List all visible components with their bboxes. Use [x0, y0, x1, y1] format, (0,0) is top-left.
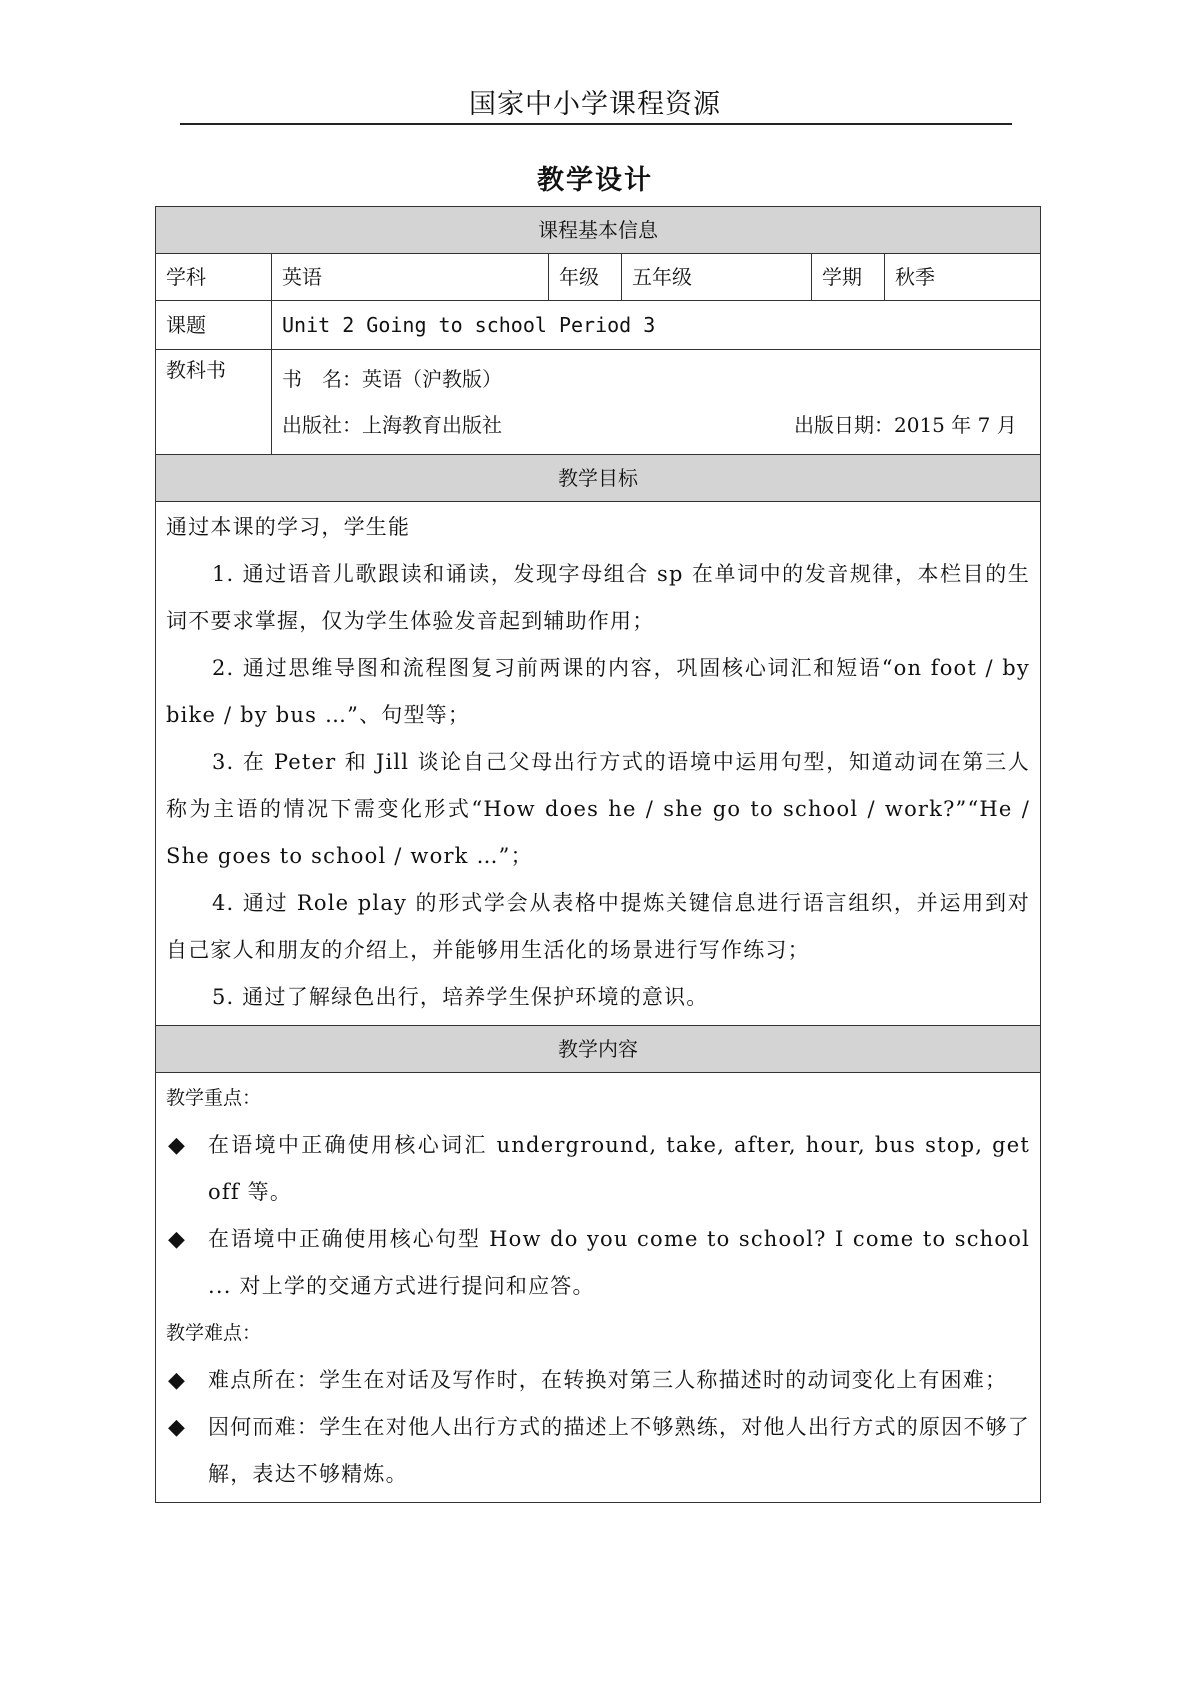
objectives-intro: 通过本课的学习，学生能	[166, 515, 411, 539]
textbook-label: 教科书	[156, 350, 272, 455]
objectives-body	[156, 502, 1041, 1026]
term-value: 秋季	[885, 254, 1041, 301]
publisher-row	[282, 402, 1030, 448]
subject-value: 英语	[272, 254, 549, 301]
lesson-design-table	[155, 206, 1041, 1503]
topic-value: Unit 2 Going to school Period 3	[272, 301, 1041, 350]
objective-item: 1. 通过语音儿歌跟读和诵读，发现字母组合 sp 在单词中的发音规律，本栏目的生词不要求掌握，仅为学生体验发音起到辅助作用；	[166, 562, 1030, 633]
objective-item: 5. 通过了解绿色出行，培养学生保护环境的意识。	[212, 985, 709, 1009]
difficulty-item	[166, 1357, 1030, 1404]
grade-label: 年级	[549, 254, 622, 301]
key-points-label: 教学重点：	[166, 1087, 262, 1109]
objective-item: 2. 通过思维导图和流程图复习前两课的内容，巩固核心词汇和短语“on foot / by bike / by bus …”、句型等；	[166, 656, 1030, 727]
section-header-basic-info: 课程基本信息	[156, 207, 1041, 254]
key-point-item	[166, 1216, 1030, 1310]
topic-label: 课题	[156, 301, 272, 350]
book-name: 书 名：英语（沪教版）	[282, 367, 502, 391]
subject-label: 学科	[156, 254, 272, 301]
publisher: 出版社：上海教育出版社	[282, 413, 502, 437]
objective-item: 4. 通过 Role play 的形式学会从表格中提炼关键信息进行语言组织，并运用到对自己家人和朋友的介绍上，并能够用生活化的场景进行写作练习；	[166, 891, 1030, 962]
publish-date: 出版日期：2015 年 7 月	[794, 413, 1017, 437]
document-title: 教学设计	[537, 165, 653, 196]
diamond-bullet-icon: ◆	[168, 1415, 187, 1440]
diamond-bullet-icon: ◆	[168, 1227, 187, 1252]
section-header-content: 教学内容	[156, 1026, 1041, 1073]
header-divider	[180, 123, 1012, 125]
textbook-info	[272, 350, 1041, 455]
key-point-text: 在语境中正确使用核心句型 How do you come to school? I come to school ... 对上学的交通方式进行提问和应答。	[208, 1227, 1030, 1298]
difficulties-label: 教学难点：	[166, 1322, 262, 1344]
term-label: 学期	[812, 254, 885, 301]
difficulty-text: 因何而难：学生在对他人出行方式的描述上不够熟练，对他人出行方式的原因不够了解，表达不够精炼。	[208, 1415, 1030, 1486]
grade-value: 五年级	[622, 254, 812, 301]
diamond-bullet-icon: ◆	[168, 1368, 187, 1393]
header-title: 国家中小学课程资源	[469, 89, 721, 120]
section-header-objectives: 教学目标	[156, 455, 1041, 502]
difficulty-text: 难点所在：学生在对话及写作时，在转换对第三人称描述时的动词变化上有困难；	[208, 1368, 1008, 1392]
difficulty-item	[166, 1404, 1030, 1498]
objective-item: 3. 在 Peter 和 Jill 谈论自己父母出行方式的语境中运用句型，知道动词在第三人称为主语的情况下需变化形式“How does he / she go to school / work?”“He / She goes to school / work …”；	[166, 750, 1030, 868]
key-point-text: 在语境中正确使用核心词汇 underground, take, after, hour, bus stop, get off 等。	[208, 1133, 1030, 1204]
content-body	[156, 1073, 1041, 1503]
key-point-item	[166, 1122, 1030, 1216]
diamond-bullet-icon: ◆	[168, 1133, 187, 1158]
